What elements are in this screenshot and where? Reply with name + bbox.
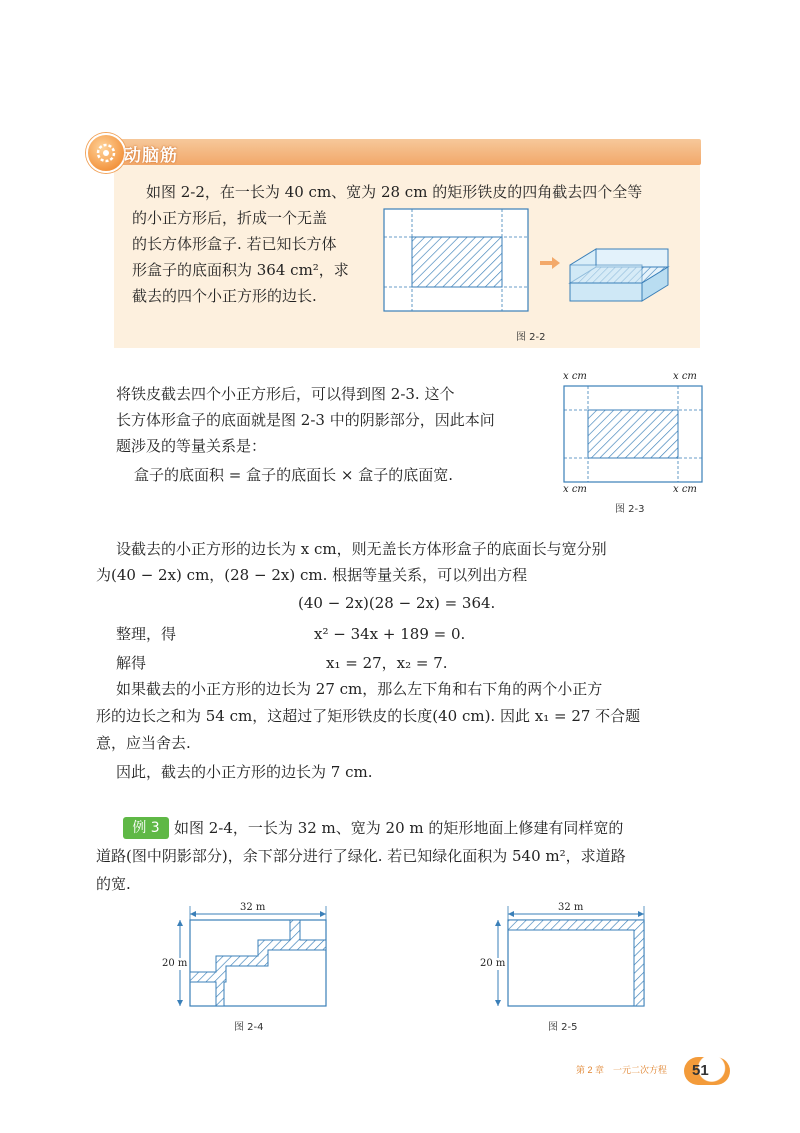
solve-equation: x₁ = 27，x₂ = 7. xyxy=(326,654,448,672)
think-line-3: 的长方体形盒子. 若已知长方体 xyxy=(132,235,337,253)
brain-gear-icon xyxy=(86,133,126,173)
think-line-2: 的小正方形后，折成一个无盖 xyxy=(132,209,328,227)
equality-relation: 盒子的底面积 = 盒子的底面长 × 盒子的底面宽. xyxy=(134,466,453,484)
solution-line-1: 设截去的小正方形的边长为 x cm，则无盖长方体形盒子的底面长与宽分别 xyxy=(116,540,607,558)
simplify-label: 整理，得 xyxy=(116,625,177,643)
conclusion: 因此，截去的小正方形的边长为 7 cm. xyxy=(116,763,373,781)
check-line-2: 形的边长之和为 54 cm，这超过了矩形铁皮的长度(40 cm). 因此 x₁ = 27 不合题 xyxy=(96,707,641,725)
page-number-badge xyxy=(684,1057,730,1085)
think-header xyxy=(86,133,701,169)
think-line-1: 如图 2-2，在一长为 40 cm、宽为 28 cm 的矩形铁皮的四角截去四个全等 xyxy=(146,183,643,201)
solve-label: 解得 xyxy=(116,654,147,672)
figure-2-4 xyxy=(160,900,340,1012)
fig4-width-label: 32 m xyxy=(240,902,266,913)
figure-2-5-caption: 图 2-5 xyxy=(548,1022,578,1033)
example-line-3: 的宽. xyxy=(96,875,131,893)
equation-main: (40 − 2x)(28 − 2x) = 364. xyxy=(298,594,496,612)
solution-line-2: 为(40 − 2x) cm，(28 − 2x) cm. 根据等量关系，可以列出方程 xyxy=(96,566,528,584)
analysis-line-3: 题涉及的等量关系是： xyxy=(116,437,267,455)
think-header-bar xyxy=(114,139,701,165)
check-line-1: 如果截去的小正方形的边长为 27 cm，那么左下角和右下角的两个小正方 xyxy=(116,680,603,698)
open-box-drawing xyxy=(570,249,668,301)
figure-2-4-caption: 图 2-4 xyxy=(234,1022,264,1033)
fig3-label-top-left: x cm xyxy=(563,371,587,382)
think-line-5: 截去的四个小正方形的边长. xyxy=(132,287,317,305)
simplify-equation: x² − 34x + 189 = 0. xyxy=(314,625,466,643)
fig5-width-label: 32 m xyxy=(558,902,584,913)
analysis-line-1: 将铁皮截去四个小正方形后，可以得到图 2-3. 这个 xyxy=(116,385,455,403)
fig3-label-bottom-right: x cm xyxy=(673,484,697,495)
fig3-label-top-right: x cm xyxy=(673,371,697,382)
example-badge: 例 3 xyxy=(123,817,169,839)
figure-2-2-caption: 图 2-2 xyxy=(516,332,546,343)
fig5-height-label: 20 m xyxy=(480,958,506,969)
analysis-line-2: 长方体形盒子的底面就是图 2-3 中的阴影部分，因此本问 xyxy=(116,411,495,429)
example-line-2: 道路(图中阴影部分)，余下部分进行了绿化. 若已知绿化面积为 540 m²，求道路 xyxy=(96,847,626,865)
sheet-base-hatched xyxy=(412,237,502,287)
check-line-3: 意，应当舍去. xyxy=(96,734,191,752)
fig4-height-label: 20 m xyxy=(162,958,188,969)
example-line-1: 如图 2-4，一长为 32 m、宽为 20 m 的矩形地面上修建有同样宽的 xyxy=(174,819,624,837)
footer-chapter: 第 2 章 一元二次方程 xyxy=(576,1065,668,1075)
think-title: 动脑筋 xyxy=(124,146,178,166)
figure-2-3 xyxy=(558,372,708,496)
figure-2-5 xyxy=(478,900,658,1012)
page-number: 51 xyxy=(692,1062,709,1079)
fig3-label-bottom-left: x cm xyxy=(563,484,587,495)
arrow-right-icon xyxy=(540,257,560,269)
think-line-4: 形盒子的底面积为 364 cm²，求 xyxy=(132,261,349,279)
figure-2-3-caption: 图 2-3 xyxy=(615,504,645,515)
figure-2-2 xyxy=(380,205,700,325)
